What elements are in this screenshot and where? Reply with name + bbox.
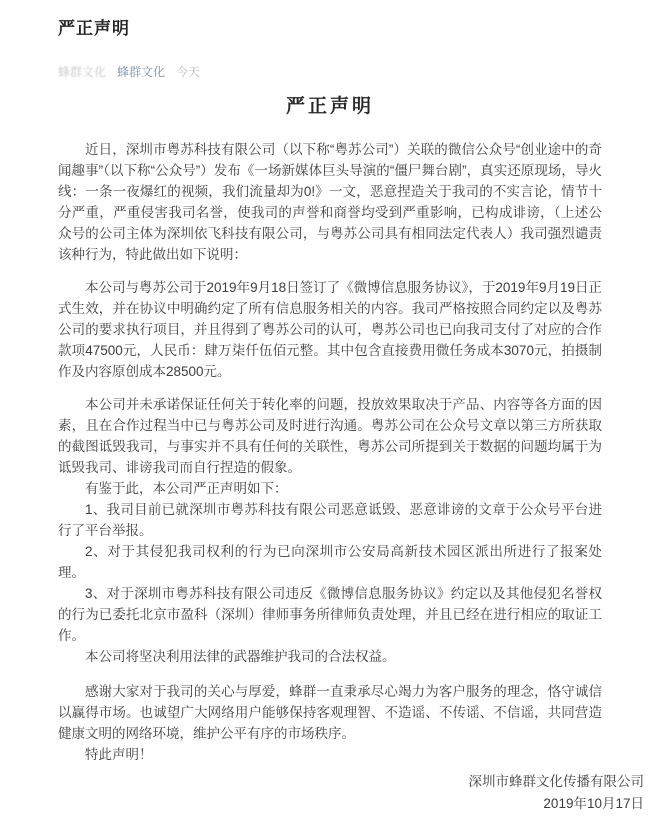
statement-list-item: 1、我司目前已就深圳市粤苏科技有限公司恶意诋毁、恶意诽谤的文章于公众号平台进行了平台举报。 [58, 502, 602, 538]
byline-date: 今天 [176, 65, 201, 79]
signature-company: 深圳市蜂群文化传播有限公司 [468, 774, 644, 789]
statement-list-intro: 有鉴于此，本公司严正声明如下： [85, 481, 288, 496]
statement-list-item: 3、对于深圳市粤苏科技有限公司违反《微博信息服务协议》约定以及其他侵犯名誉权的行为已委托北京市盈科（深圳）律师事务所律师负责处理，并且已经在进行相应的取证工作。 [58, 586, 602, 643]
signature-date: 2019年10月17日 [543, 796, 644, 811]
byline-account-link[interactable]: 蜂群文化 [117, 65, 166, 79]
statement-heading: 严正声明 [285, 96, 374, 117]
page-title: 严正声明 [58, 19, 130, 38]
statement-paragraph: 本公司与粤苏公司于2019年9月18日签订了《微博信息服务协议》，于2019年9月19日正式生效，并在协议中明确约定了所有信息服务相关的内容。我司严格按照合同约定以及粤苏公司的要求执行项目，并且得到了粤苏公司的认可，粤苏公司也已向我司支付了对应的合作款项47500元，人民币：肆万柒仟伍佰元整。其中包含直接费用微任务成本3070元，拍摄制作及内容原创成本28500元。 [58, 280, 602, 379]
signature-block [0, 771, 660, 815]
statement-closing: 特此声明！ [85, 747, 153, 762]
statement-list-outro: 本公司将坚决利用法律的武器维护我司的合法权益。 [85, 649, 396, 664]
statement-document [0, 96, 660, 765]
statement-list-item: 2、对于其侵犯我司权利的行为已向深圳市公安局高新技术园区派出所进行了报案处理。 [58, 544, 602, 580]
statement-paragraph: 近日，深圳市粤苏科技有限公司（以下称“粤苏公司”）关联的微信公众号“创业途中的奇闻趣事”（以下称“公众号”）发布《一场新媒体巨头导演的“僵尸舞台剧”，真实还原现场，导火线：一条一夜爆红的视频，我们流量却为0!》一文，恶意捏造关于我司的不实言论，情节十分严重，严重侵害我司名誉，使我司的声誉和商誉均受到严重影响，已构成诽谤，（上述公众号的公司主体为深圳依飞科技有限公司，与粤苏公司具有相同法定代表人）我司强烈谴责该种行为，特此做出如下说明： [58, 142, 602, 262]
byline [58, 63, 602, 80]
article-header [0, 0, 660, 80]
statement-paragraph: 感谢大家对于我司的关心与厚爱，蜂群一直秉承尽心竭力为客户服务的理念，恪守诚信以赢得市场。也诚望广大网络用户能够保持客观理智、不造谣、不传谣、不信谣，共同营造健康文明的网络环境，维护公平有序的市场秩序。 [58, 684, 602, 741]
byline-author: 蜂群文化 [58, 65, 107, 79]
statement-paragraph: 本公司并未承诺保证任何关于转化率的问题，投放效果取决于产品、内容等各方面的因素，且在合作过程当中已与粤苏公司及时进行沟通。粤苏公司在公众号文章以第三方所获取的截图诋毁我司，与事实并不具有任何的关联性，粤苏公司所提到关于数据的问题均属于为诋毁我司、诽谤我司而自行捏造的假象。 [58, 397, 602, 475]
